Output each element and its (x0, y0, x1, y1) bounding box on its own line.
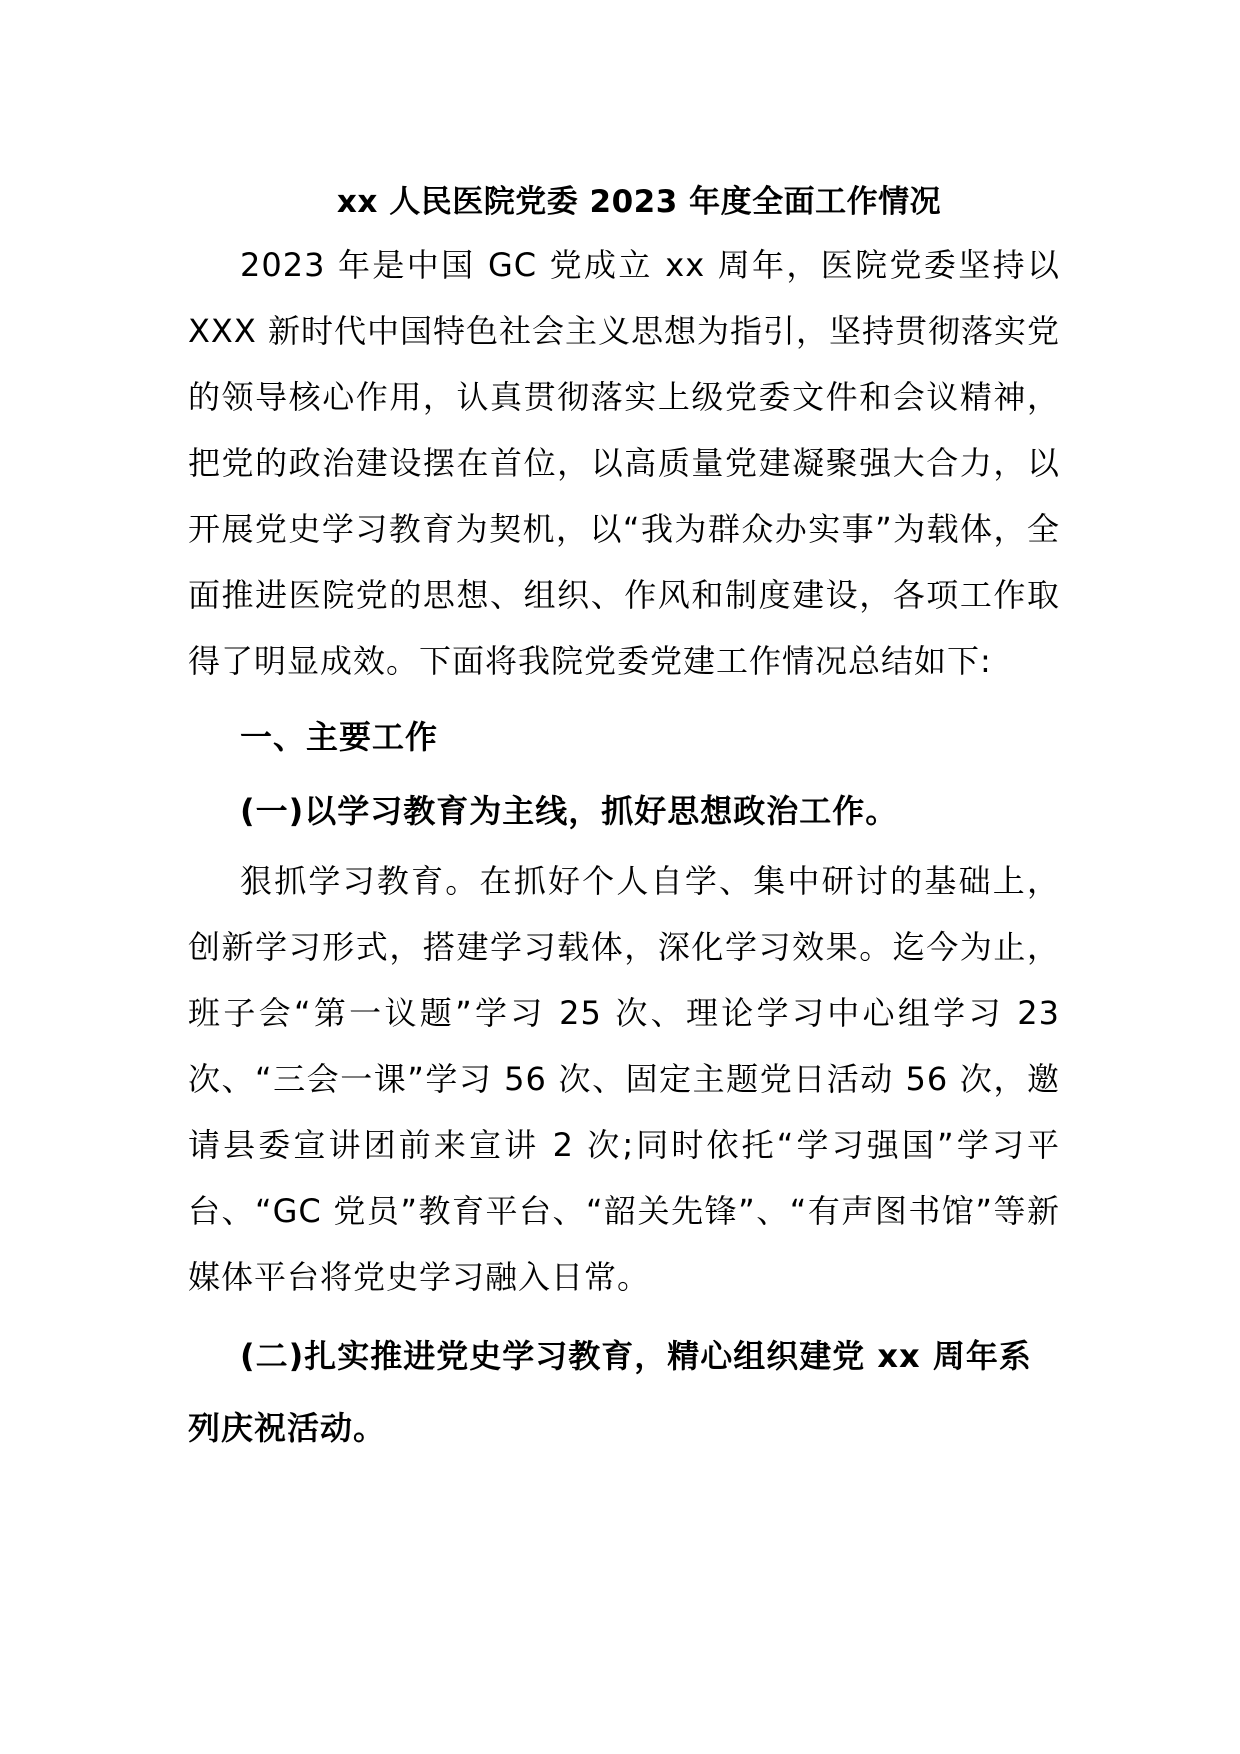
document-title: xx 人民医院党委 2023 年度全面工作情况 (336, 184, 942, 220)
section-heading-main-work: 一、主要工作 (240, 718, 439, 756)
intro-paragraph: 2023 年是中国 GC 党成立 xx 周年，医院党委坚持以 XXX 新时代中国特色社会主义思想为指引，坚持贯彻落实党的领导核心作用，认真贯彻落实上级党委文件和会议精神，把党的政治建设摆在首位，以高质量党建凝聚强大合力，以开展党史学习教育为契机，以“我为群众办实事”为载体，全面推进医院党的思想、组织、作风和制度建设，各项工作取得了明显成效。下面将我院党委党建工作情况总结如下: (188, 246, 1060, 680)
subsection-heading-2: (二)扎实推进党史学习教育，精心组织建党 xx 周年系列庆祝活动。 (188, 1337, 1032, 1447)
subsection-1-paragraph: 狠抓学习教育。在抓好个人自学、集中研讨的基础上，创新学习形式，搭建学习载体，深化学习效果。迄今为止，班子会“第一议题”学习 25 次、理论学习中心组学习 23 次、“三会一课”学习 56 次、固定主题党日活动 56 次，邀请县委宣讲团前来宣讲 2 次;同时依托“学习强国”学习平台、“GC 党员”教育平台、“韶关先锋”、“有声图书馆”等新媒体平台将党史学习融入日常。 (188, 862, 1060, 1296)
subsection-heading-1: (一)以学习教育为主线，抓好思想政治工作。 (240, 792, 899, 830)
document-body (188, 180, 1060, 1464)
